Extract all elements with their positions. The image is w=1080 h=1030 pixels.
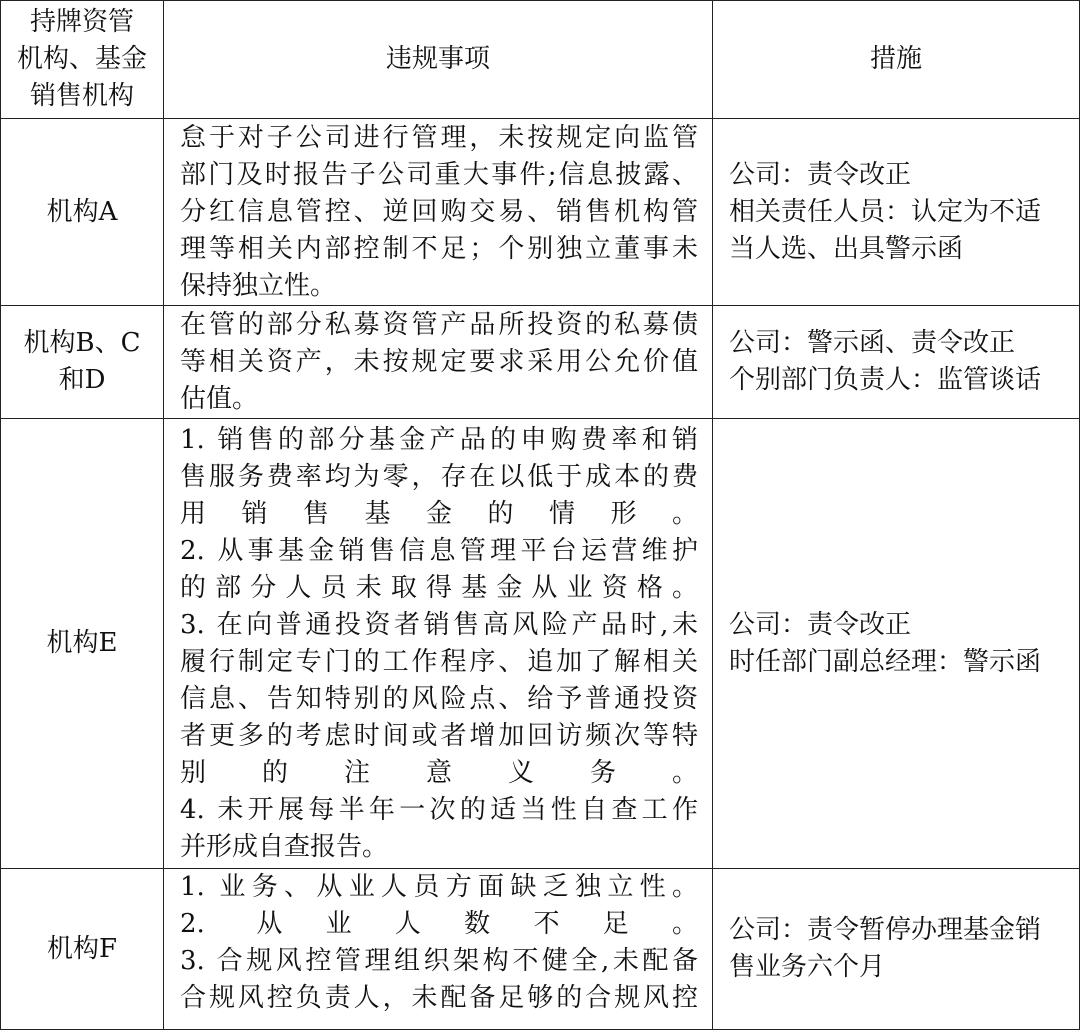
header-violation: 违规事项 [164,1,713,119]
violation-cell-line: 合规风控负责人，未配备足够的合规风控 [180,983,698,1013]
measures-cell-line: 公司：责令改正 [729,159,912,190]
table-row [1,869,1080,1030]
header-text: 销售机构 [29,81,134,111]
header-institution [1,1,164,119]
violation-cell-line: 理等相关内部控制不足；个别独立董事未 [180,233,698,264]
violation-cell-line: 者更多的考虑时间或者增加回访频次等特 [180,720,698,751]
violation-cell-line: 履行制定专门的工作程序、追加了解相关 [180,646,698,677]
table-row [1,419,1080,869]
violation-cell-line: 信息、告知特别的风险点、给予普通投资 [180,683,698,714]
measures-cell-line: 售业务六个月 [729,952,886,982]
measures-cell-line: 当人选、出具警示函 [729,233,964,264]
violation-cell [164,119,713,306]
header-text: 持牌资管 [29,7,134,37]
table-row [1,306,1080,419]
measures-cell-line: 相关责任人员：认定为不适 [729,196,1042,227]
header-measures: 措施 [713,1,1080,119]
violation-cell-line: 怠于对子公司进行管理，未按规定向监管 [180,122,698,153]
measures-cell-line: 时任部门副总经理：警示函 [729,646,1042,677]
institution-cell-line: 机构B、C [23,328,141,358]
measures-cell-line: 公司：警示函、责令改正 [729,328,1016,358]
violation-cell [164,306,713,419]
violation-cell [164,419,713,869]
violation-cell-line: 保持独立性。 [180,270,337,301]
violation-cell-line: 用销售基金的情形。 [180,498,698,529]
institution-cell-line: 机构A [46,196,118,227]
measures-cell-line: 公司：责令暂停办理基金销 [729,915,1042,945]
violation-cell-line: 3. 合规风控管理组织架构不健全,未配备 [180,946,698,976]
violation-cell-line: 的部分人员未取得基金从业资格。 [180,572,698,603]
violation-cell-line: 1. 业务、从业人员方面缺乏独立性。 [180,872,698,902]
violation-cell-line: 在管的部分私募资管产品所投资的私募债 [180,309,698,340]
institution-cell [1,869,164,1030]
violation-cell-line: 4. 未开展每半年一次的适当性自查工作 [180,794,698,825]
measures-cell-line: 个别部门负责人：监管谈话 [729,365,1042,395]
violation-cell-line: 售服务费率均为零，存在以低于成本的费 [180,461,698,492]
violation-cell-line: 等相关资产，未按规定要求采用公允价值 [180,346,698,377]
violation-cell-line: 并形成自查报告。 [180,831,389,862]
header-text: 机构、基金 [16,44,147,74]
violation-cell-line: 2. 从业人数不足。 [180,909,698,939]
table-header-row [1,1,1080,119]
violation-cell-line: 别的注意义务。 [180,757,698,788]
institution-cell-line: 机构E [46,628,118,658]
table-row [1,119,1080,306]
measures-cell [713,419,1080,869]
violation-cell-line: 分红信息管控、逆回购交易、销售机构管 [180,196,698,227]
measures-cell [713,869,1080,1030]
institution-cell-line: 机构F [46,933,118,964]
institution-cell-line: 和D [58,365,106,395]
institution-cell [1,119,164,306]
violation-cell-line: 部门及时报告子公司重大事件;信息披露、 [180,159,698,190]
measures-cell-line: 公司：责令改正 [729,609,912,640]
violation-cell-line: 1. 销售的部分基金产品的申购费率和销 [180,424,698,455]
violation-cell-line: 2. 从事基金销售信息管理平台运营维护 [180,535,698,566]
measures-cell [713,119,1080,306]
measures-cell [713,306,1080,419]
violation-cell [164,869,713,1030]
violation-cell-line: 3. 在向普通投资者销售高风险产品时,未 [180,609,698,640]
institution-cell [1,419,164,869]
violation-cell-line: 估值。 [180,383,259,414]
institution-cell [1,306,164,419]
